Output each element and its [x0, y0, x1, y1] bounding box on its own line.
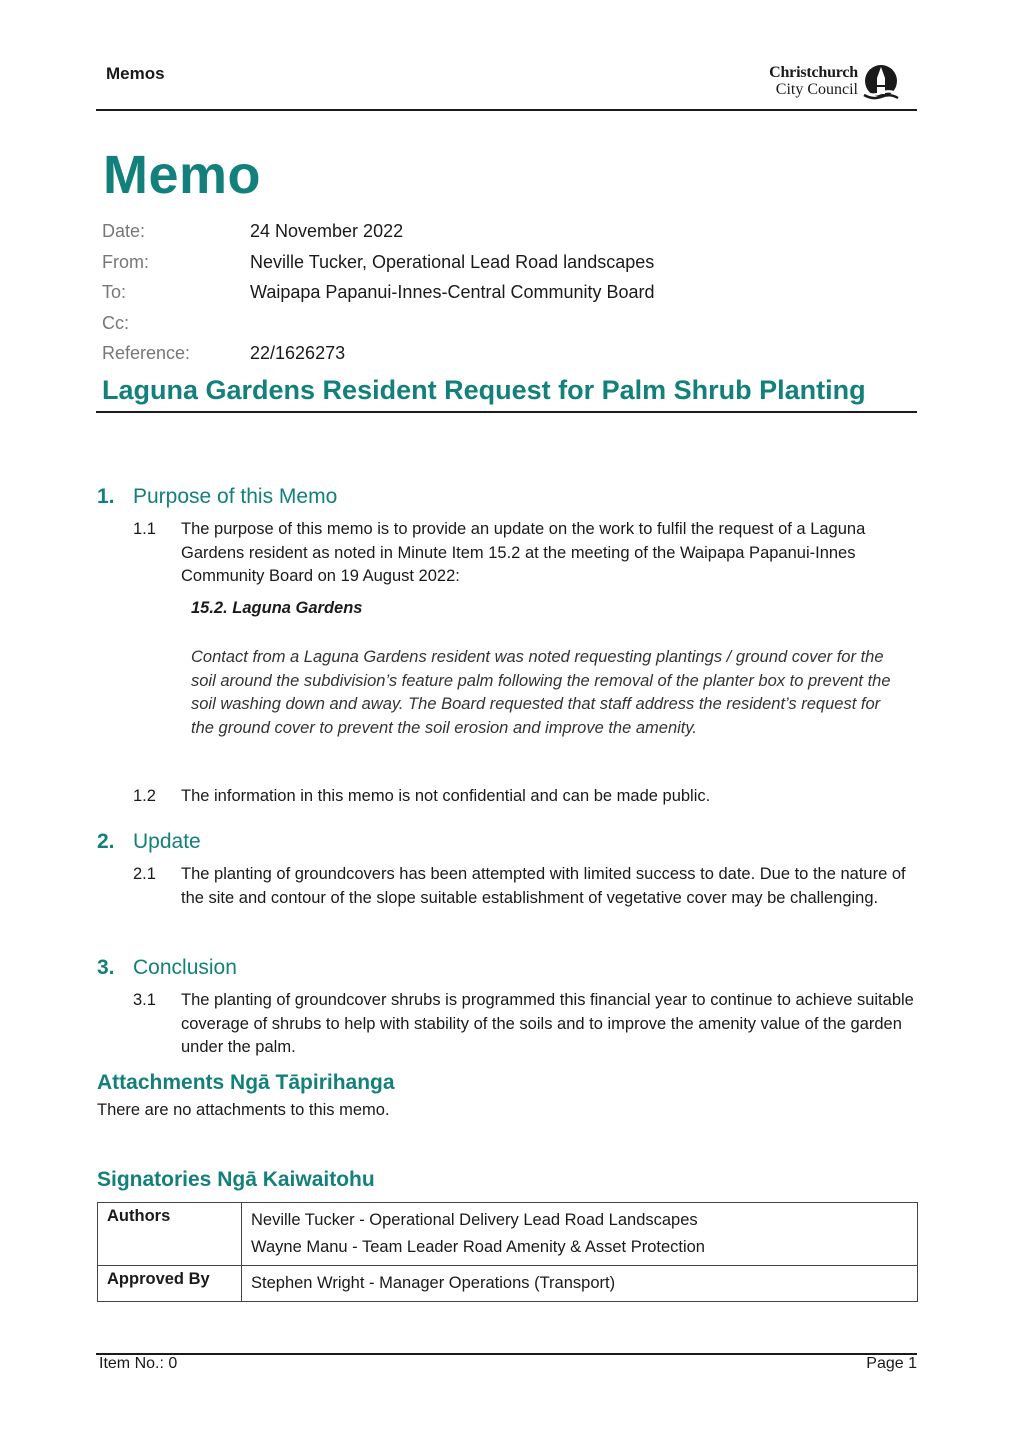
signatory-name: Neville Tucker - Operational Delivery Lead Road Landscapes [251, 1211, 698, 1229]
paragraph-3-1 [133, 989, 917, 1060]
signatories-table [97, 1202, 918, 1302]
signatories-heading: Signatories Ngā Kaiwaitohu [97, 1168, 375, 1191]
meta-value: 22/1626273 [250, 343, 346, 363]
header-label: Memos [106, 64, 165, 83]
paragraph-number: 1.2 [133, 787, 156, 805]
section-number: 3. [97, 956, 115, 979]
header-rule [96, 109, 917, 111]
meta-label: To: [102, 282, 127, 302]
section-heading-update [97, 830, 201, 854]
signatory-names [242, 1266, 918, 1302]
paragraph-number: 1.1 [133, 520, 156, 538]
section-title: Conclusion [133, 956, 237, 979]
paragraph-2-1 [133, 863, 917, 910]
paragraph-text: The planting of groundcovers has been attempted with limited success to date. Due to the nature of the site and contour of the slope suitable establishment of vegetative cover may be challenging. [181, 865, 906, 907]
meta-label: Date: [102, 221, 146, 241]
paragraph-text: The purpose of this memo is to provide an update on the work to fulfil the request of a Laguna Gardens resident as noted in Minute Item 15.2 at the meeting of the Waipapa Papanui-Innes Community Board on 19 August 2022: [181, 520, 866, 585]
paragraph-1-2 [133, 785, 917, 809]
council-logo [748, 62, 900, 102]
quote-heading: 15.2. Laguna Gardens [191, 599, 363, 617]
quote-text: Contact from a Laguna Gardens resident was noted requesting plantings / ground cover for the soil around the subdivision’s feature palm following the removal of the planter box to prevent the soil washing down and away. The Board requested that staff address the resident’s request for the ground cover to prevent the soil erosion and improve the amenity. [191, 648, 891, 737]
meta-label: Reference: [102, 343, 191, 363]
memo-subject: Laguna Gardens Resident Request for Palm Shrub Planting [102, 375, 866, 405]
meta-label: Cc: [102, 313, 129, 333]
section-heading-conclusion [97, 956, 237, 980]
footer-item-number: Item No.: 0 [99, 1355, 178, 1372]
logo-text-line1: Christchurch [769, 64, 858, 81]
footer-rule [96, 1353, 917, 1355]
attachments-heading: Attachments Ngā Tāpirihanga [97, 1071, 395, 1094]
signatory-role: Approved By [98, 1266, 242, 1302]
table-row [98, 1266, 918, 1302]
signatory-role: Authors [98, 1203, 242, 1266]
table-row [98, 1203, 918, 1266]
section-number: 2. [97, 830, 115, 853]
paragraph-1-1 [133, 518, 917, 589]
paragraph-text: The planting of groundcover shrubs is programmed this financial year to continue to achieve suitable coverage of shrubs to help with stability of the soils and to improve the amenity value of the garden under the palm. [181, 991, 914, 1056]
meta-label: From: [102, 252, 149, 272]
section-title: Update [133, 830, 201, 853]
signatory-names [242, 1203, 918, 1266]
cathedral-logo-icon [862, 64, 900, 100]
signatory-name: Wayne Manu - Team Leader Road Amenity & Asset Protection [251, 1238, 705, 1256]
attachments-text: There are no attachments to this memo. [97, 1101, 390, 1119]
section-heading-purpose [97, 485, 337, 509]
paragraph-number: 3.1 [133, 991, 156, 1009]
section-number: 1. [97, 485, 115, 508]
paragraph-number: 2.1 [133, 865, 156, 883]
page-title: Memo [103, 145, 262, 205]
section-title: Purpose of this Memo [133, 485, 338, 508]
meta-value: 24 November 2022 [250, 221, 404, 241]
subject-rule [96, 411, 917, 413]
footer-page-number: Page 1 [866, 1355, 917, 1372]
logo-text-line2: City Council [775, 81, 858, 98]
meta-value: Waipapa Papanui-Innes-Central Community Board [250, 282, 655, 302]
meta-value: Neville Tucker, Operational Lead Road landscapes [250, 252, 655, 272]
signatory-name: Stephen Wright - Manager Operations (Transport) [251, 1274, 616, 1292]
paragraph-text: The information in this memo is not confidential and can be made public. [181, 787, 711, 805]
